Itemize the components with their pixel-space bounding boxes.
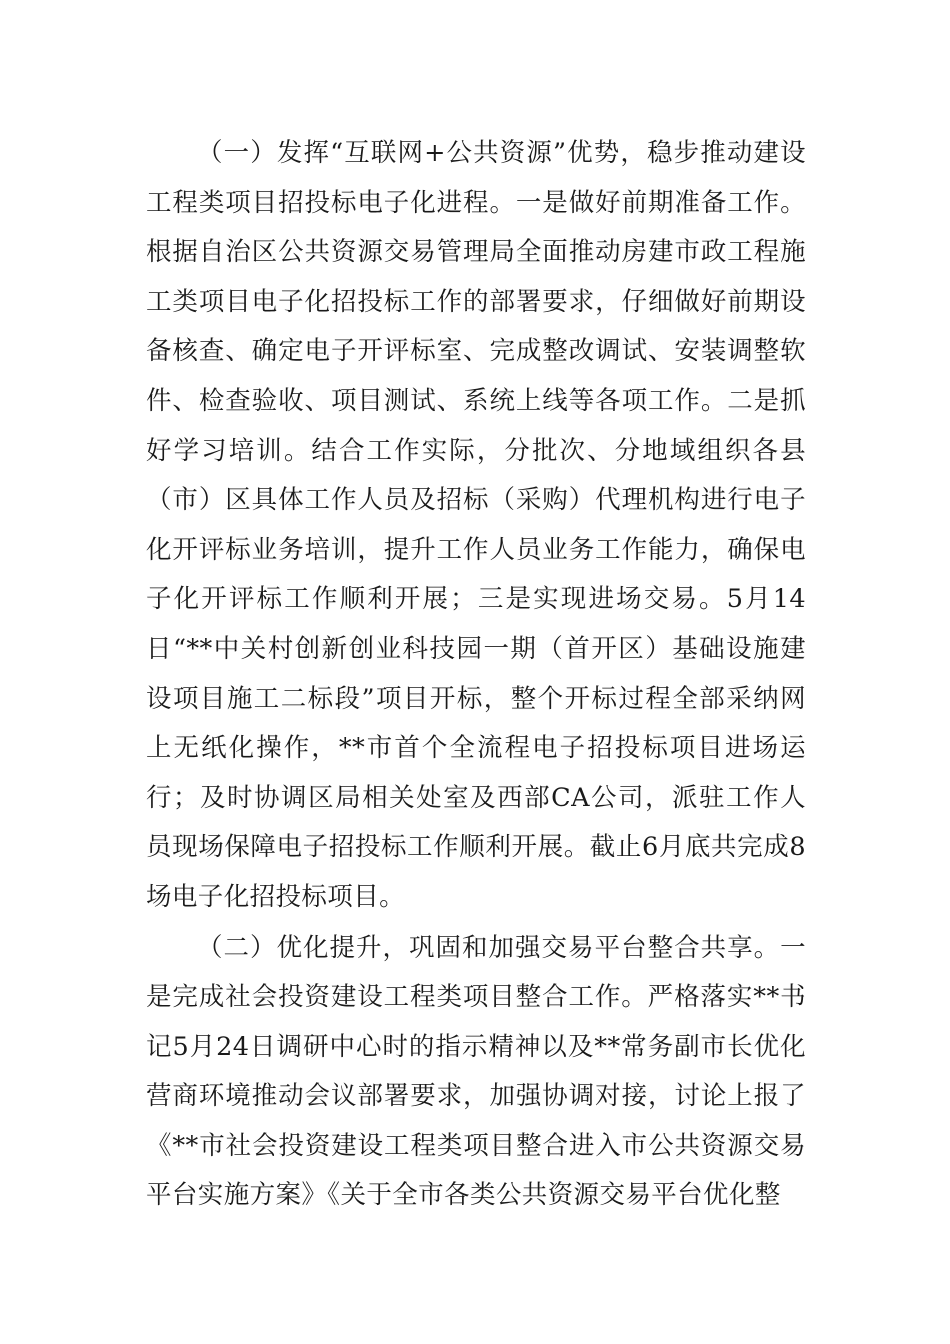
document-body: [146, 129, 806, 1221]
paragraph-2: （二）优化提升，巩固和加强交易平台整合共享。一是完成社会投资建设工程类项目整合工作。严格落实**书记5月24日调研中心时的指示精神以及**常务副市长优化营商环境推动会议部署要求，加强协调对接，讨论上报了《**市社会投资建设工程类项目整合进入市公共资源交易平台实施方案》《关于全市各类公共资源交易平台优化整: [146, 932, 806, 1211]
paragraph-1: （一）发挥“互联网+公共资源”优势，稳步推动建设工程类项目招投标电子化进程。一是做好前期准备工作。根据自治区公共资源交易管理局全面推动房建市政工程施工类项目电子化招投标工作的部署要求，仔细做好前期设备核查、确定电子开评标室、完成整改调试、安装调整软件、检查验收、项目测试、系统上线等各项工作。二是抓好学习培训。结合工作实际，分批次、分地域组织各县（市）区具体工作人员及招标（采购）代理机构进行电子化开评标业务培训，提升工作人员业务工作能力，确保电子化开评标工作顺利开展；三是实现进场交易。5月14日“**中关村创新创业科技园一期（首开区）基础设施建设项目施工二标段”项目开标，整个开标过程全部采纳网上无纸化操作，**市首个全流程电子招投标项目进场运行；及时协调区局相关处室及西部CA公司，派驻工作人员现场保障电子招投标工作顺利开展。截止6月底共完成8场电子化招投标项目。: [146, 138, 806, 912]
